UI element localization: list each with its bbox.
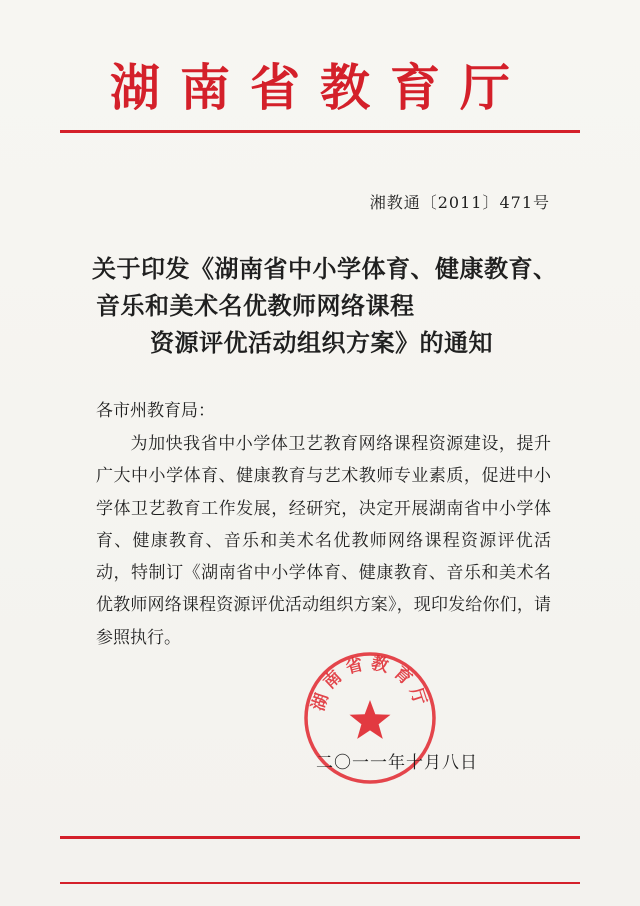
salutation: 各市州教育局：: [96, 401, 215, 421]
title-line-3: 资源评优活动组织方案》的通知: [150, 328, 493, 357]
document-title: [92, 250, 562, 361]
issuer-header: 湖南省教育厅: [110, 59, 530, 117]
title-line-2: 音乐和美术名优教师网络课程: [96, 291, 415, 320]
body-text: 为加快我省中小学体卫艺教育网络课程资源建设，提升广大中小学体育、健康教育与艺术教师专业素质，促进中小学体卫艺教育工作发展，经研究，决定开展湖南省中小学体育、健康教育、音乐和美术名优教师网络课程资源评优活动，特制订《湖南省中小学体育、健康教育、音乐和美术名优教师网络课程资源评优活动组织方案》，现印发给你们，请参照执行。: [96, 434, 551, 648]
red-divider-bottom-2: [60, 882, 580, 884]
body-paragraph: [96, 428, 551, 654]
document-number: 湘教通〔2011〕471号: [369, 193, 550, 212]
red-divider-top: [60, 130, 580, 133]
red-divider-bottom-1: [60, 836, 580, 839]
title-line-1: 关于印发《湖南省中小学体育、健康教育、: [92, 254, 558, 283]
seal-text: 湖南省教育厅: [308, 653, 432, 714]
star-icon: [350, 700, 391, 739]
issue-date: 二〇一一年十月八日: [316, 753, 478, 773]
